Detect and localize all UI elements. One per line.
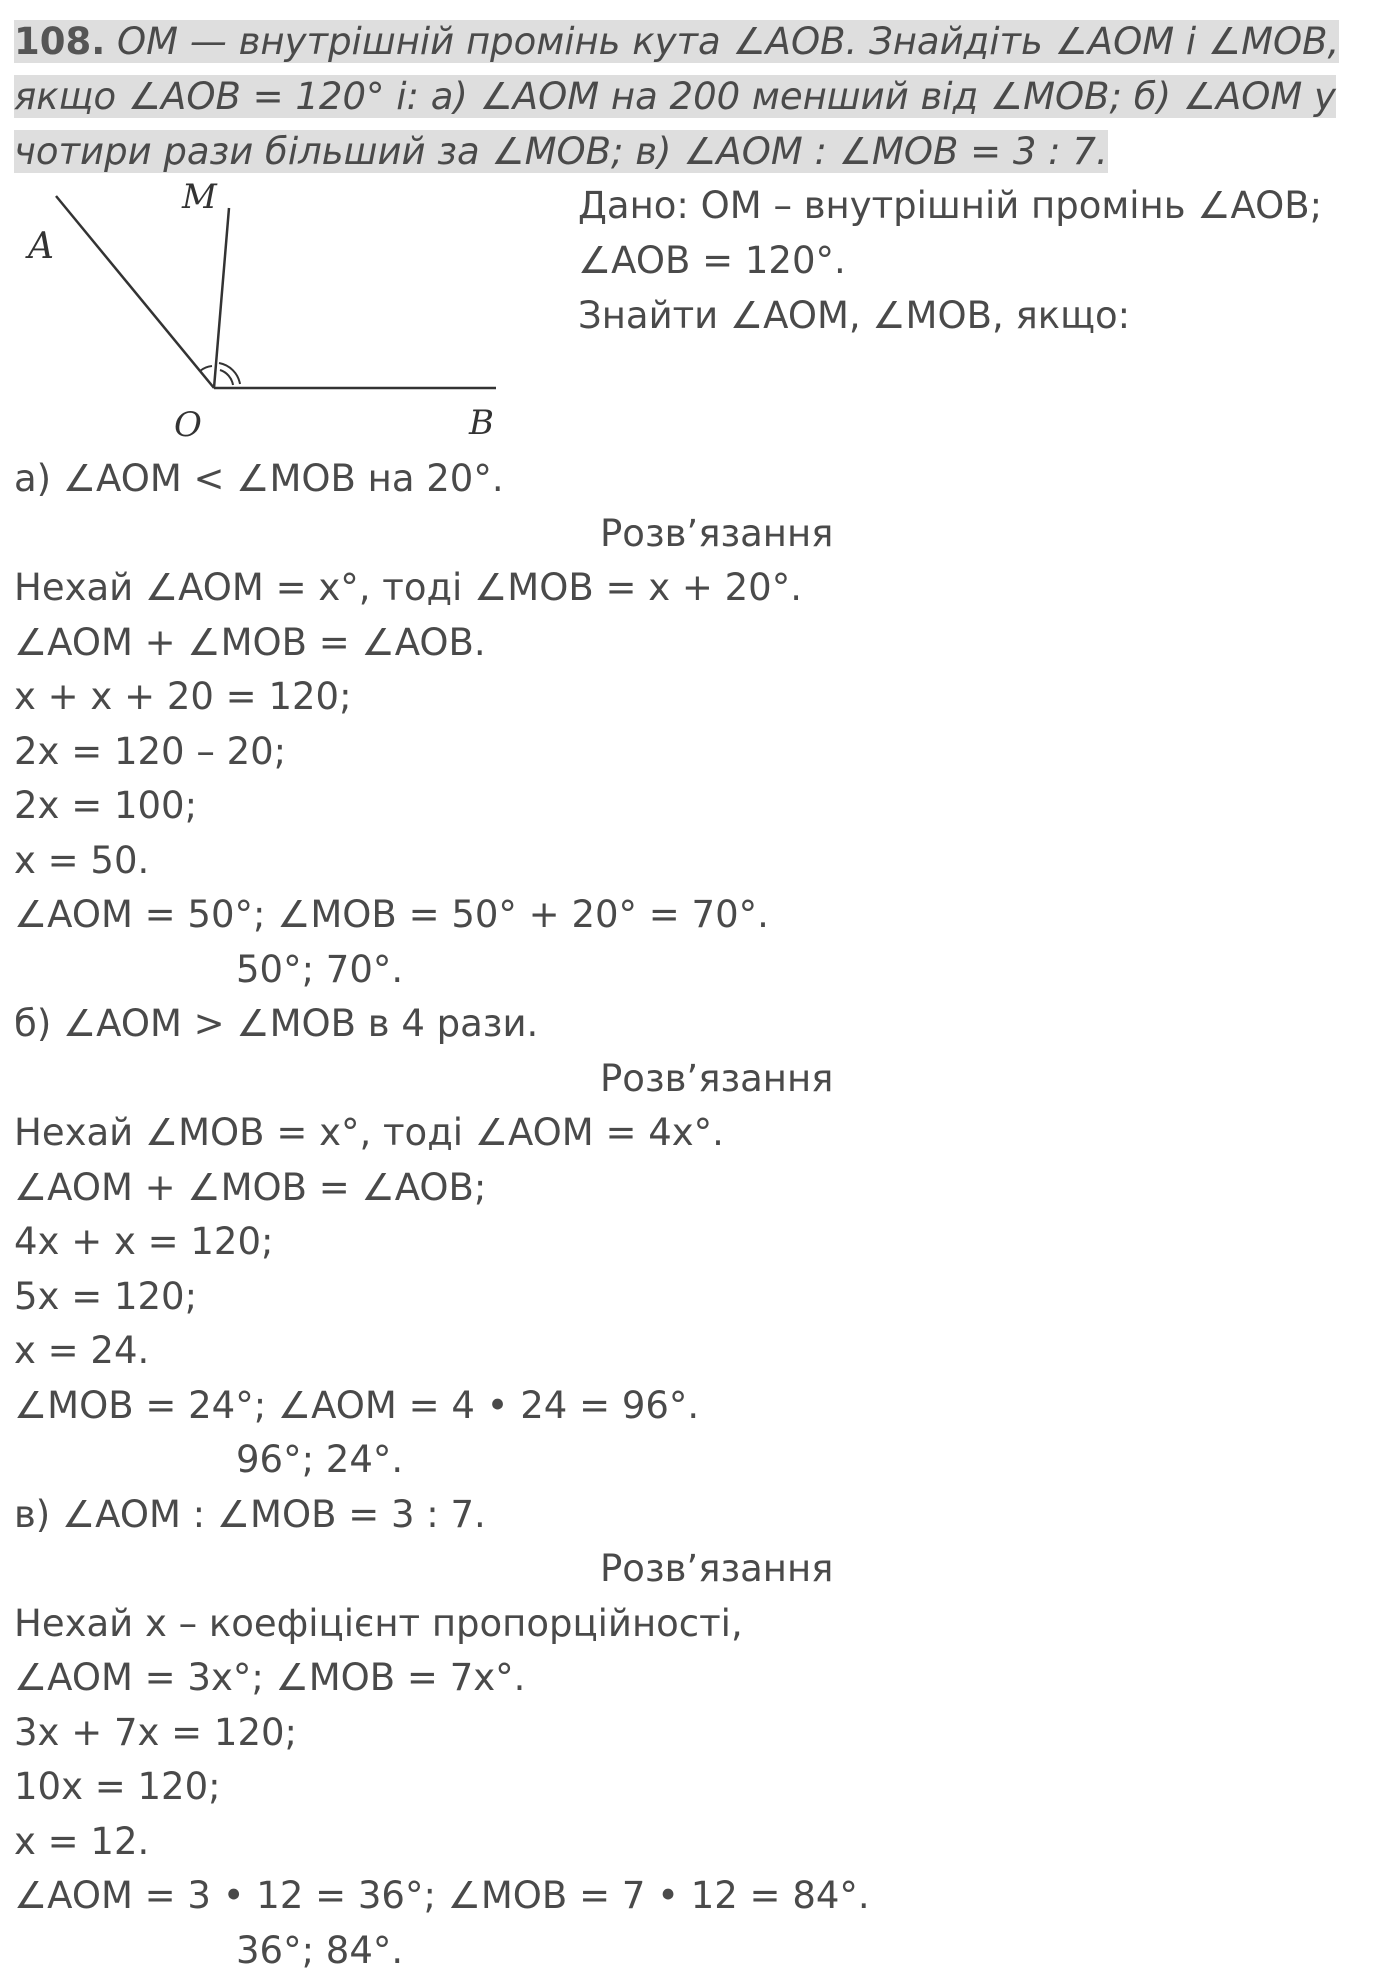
solution-block	[14, 452, 870, 1978]
ray-oa	[56, 196, 214, 388]
part-c-line: ∠AOM = 3 • 12 = 36°; ∠MOB = 7 • 12 = 84°.	[14, 1869, 870, 1924]
part-b-condition: б) ∠AOM > ∠MOB в 4 рази.	[14, 997, 870, 1052]
part-b-answer: 96°; 24°.	[14, 1433, 870, 1488]
problem-statement	[14, 14, 1374, 179]
part-a-line: ∠AOM = 50°; ∠MOB = 50° + 20° = 70°.	[14, 888, 870, 943]
part-c-heading: Розв’язання	[14, 1542, 870, 1597]
part-b-line: ∠AOM + ∠MOB = ∠AOB;	[14, 1161, 870, 1216]
part-c-answer: 36°; 84°.	[14, 1924, 870, 1978]
part-a-line: x + x + 20 = 120;	[14, 670, 870, 725]
part-b-line: 4x + x = 120;	[14, 1215, 870, 1270]
part-b-heading: Розв’язання	[14, 1052, 870, 1107]
part-c-line: 3x + 7x = 120;	[14, 1706, 870, 1761]
part-c-condition: в) ∠AOM : ∠MOB = 3 : 7.	[14, 1488, 870, 1543]
angle-diagram	[14, 178, 534, 448]
part-c-line: 10x = 120;	[14, 1760, 870, 1815]
part-a-line: x = 50.	[14, 834, 870, 889]
part-c-line: Нехай x – коефіцієнт пропорційності,	[14, 1597, 870, 1652]
part-a-line: 2x = 120 – 20;	[14, 725, 870, 780]
part-a-condition: а) ∠AOM < ∠MOB на 20°.	[14, 452, 870, 507]
ray-om	[214, 208, 229, 388]
problem-line-3: чотири рази більший за ∠MOB; в) ∠AOM : ∠MOB = 3 : 7.	[14, 130, 1108, 173]
given-block	[578, 178, 1322, 343]
label-a: A	[25, 226, 54, 267]
part-a-answer: 50°; 70°.	[14, 943, 870, 998]
label-o: O	[174, 405, 202, 445]
part-a-line: Нехай ∠AOM = x°, тоді ∠MOB = x + 20°.	[14, 561, 870, 616]
part-a-line: 2x = 100;	[14, 779, 870, 834]
part-b-line: x = 24.	[14, 1324, 870, 1379]
given-line-2: ∠AOB = 120°.	[578, 233, 1322, 288]
given-line-1: Дано: ОМ – внутрішній промінь ∠AOB;	[578, 178, 1322, 233]
part-b-line: 5x = 120;	[14, 1270, 870, 1325]
part-a-heading: Розв’язання	[14, 507, 870, 562]
angle-arc-aom	[200, 366, 212, 371]
part-b-line: Нехай ∠MOB = x°, тоді ∠AOM = 4x°.	[14, 1106, 870, 1161]
part-a-line: ∠AOM + ∠MOB = ∠AOB.	[14, 616, 870, 671]
problem-line-2: якщо ∠AOB = 120° і: а) ∠AOM на 200 менший від ∠MOB; б) ∠AOM у	[14, 75, 1336, 118]
part-b-line: ∠MOB = 24°; ∠AOM = 4 • 24 = 96°.	[14, 1379, 870, 1434]
problem-number: 108.	[14, 20, 105, 63]
problem-line-1: ОМ — внутрішній промінь кута ∠AOB. Знайдіть ∠AOM і ∠MOB,	[105, 20, 1339, 63]
label-b: B	[468, 403, 494, 443]
angle-arc-mob-2	[220, 370, 233, 385]
label-m: M	[181, 178, 218, 217]
angle-arc-mob	[219, 363, 240, 384]
given-line-3: Знайти ∠AOM, ∠MOB, якщо:	[578, 288, 1322, 343]
part-c-line: ∠AOM = 3x°; ∠MOB = 7x°.	[14, 1651, 870, 1706]
part-c-line: x = 12.	[14, 1815, 870, 1870]
